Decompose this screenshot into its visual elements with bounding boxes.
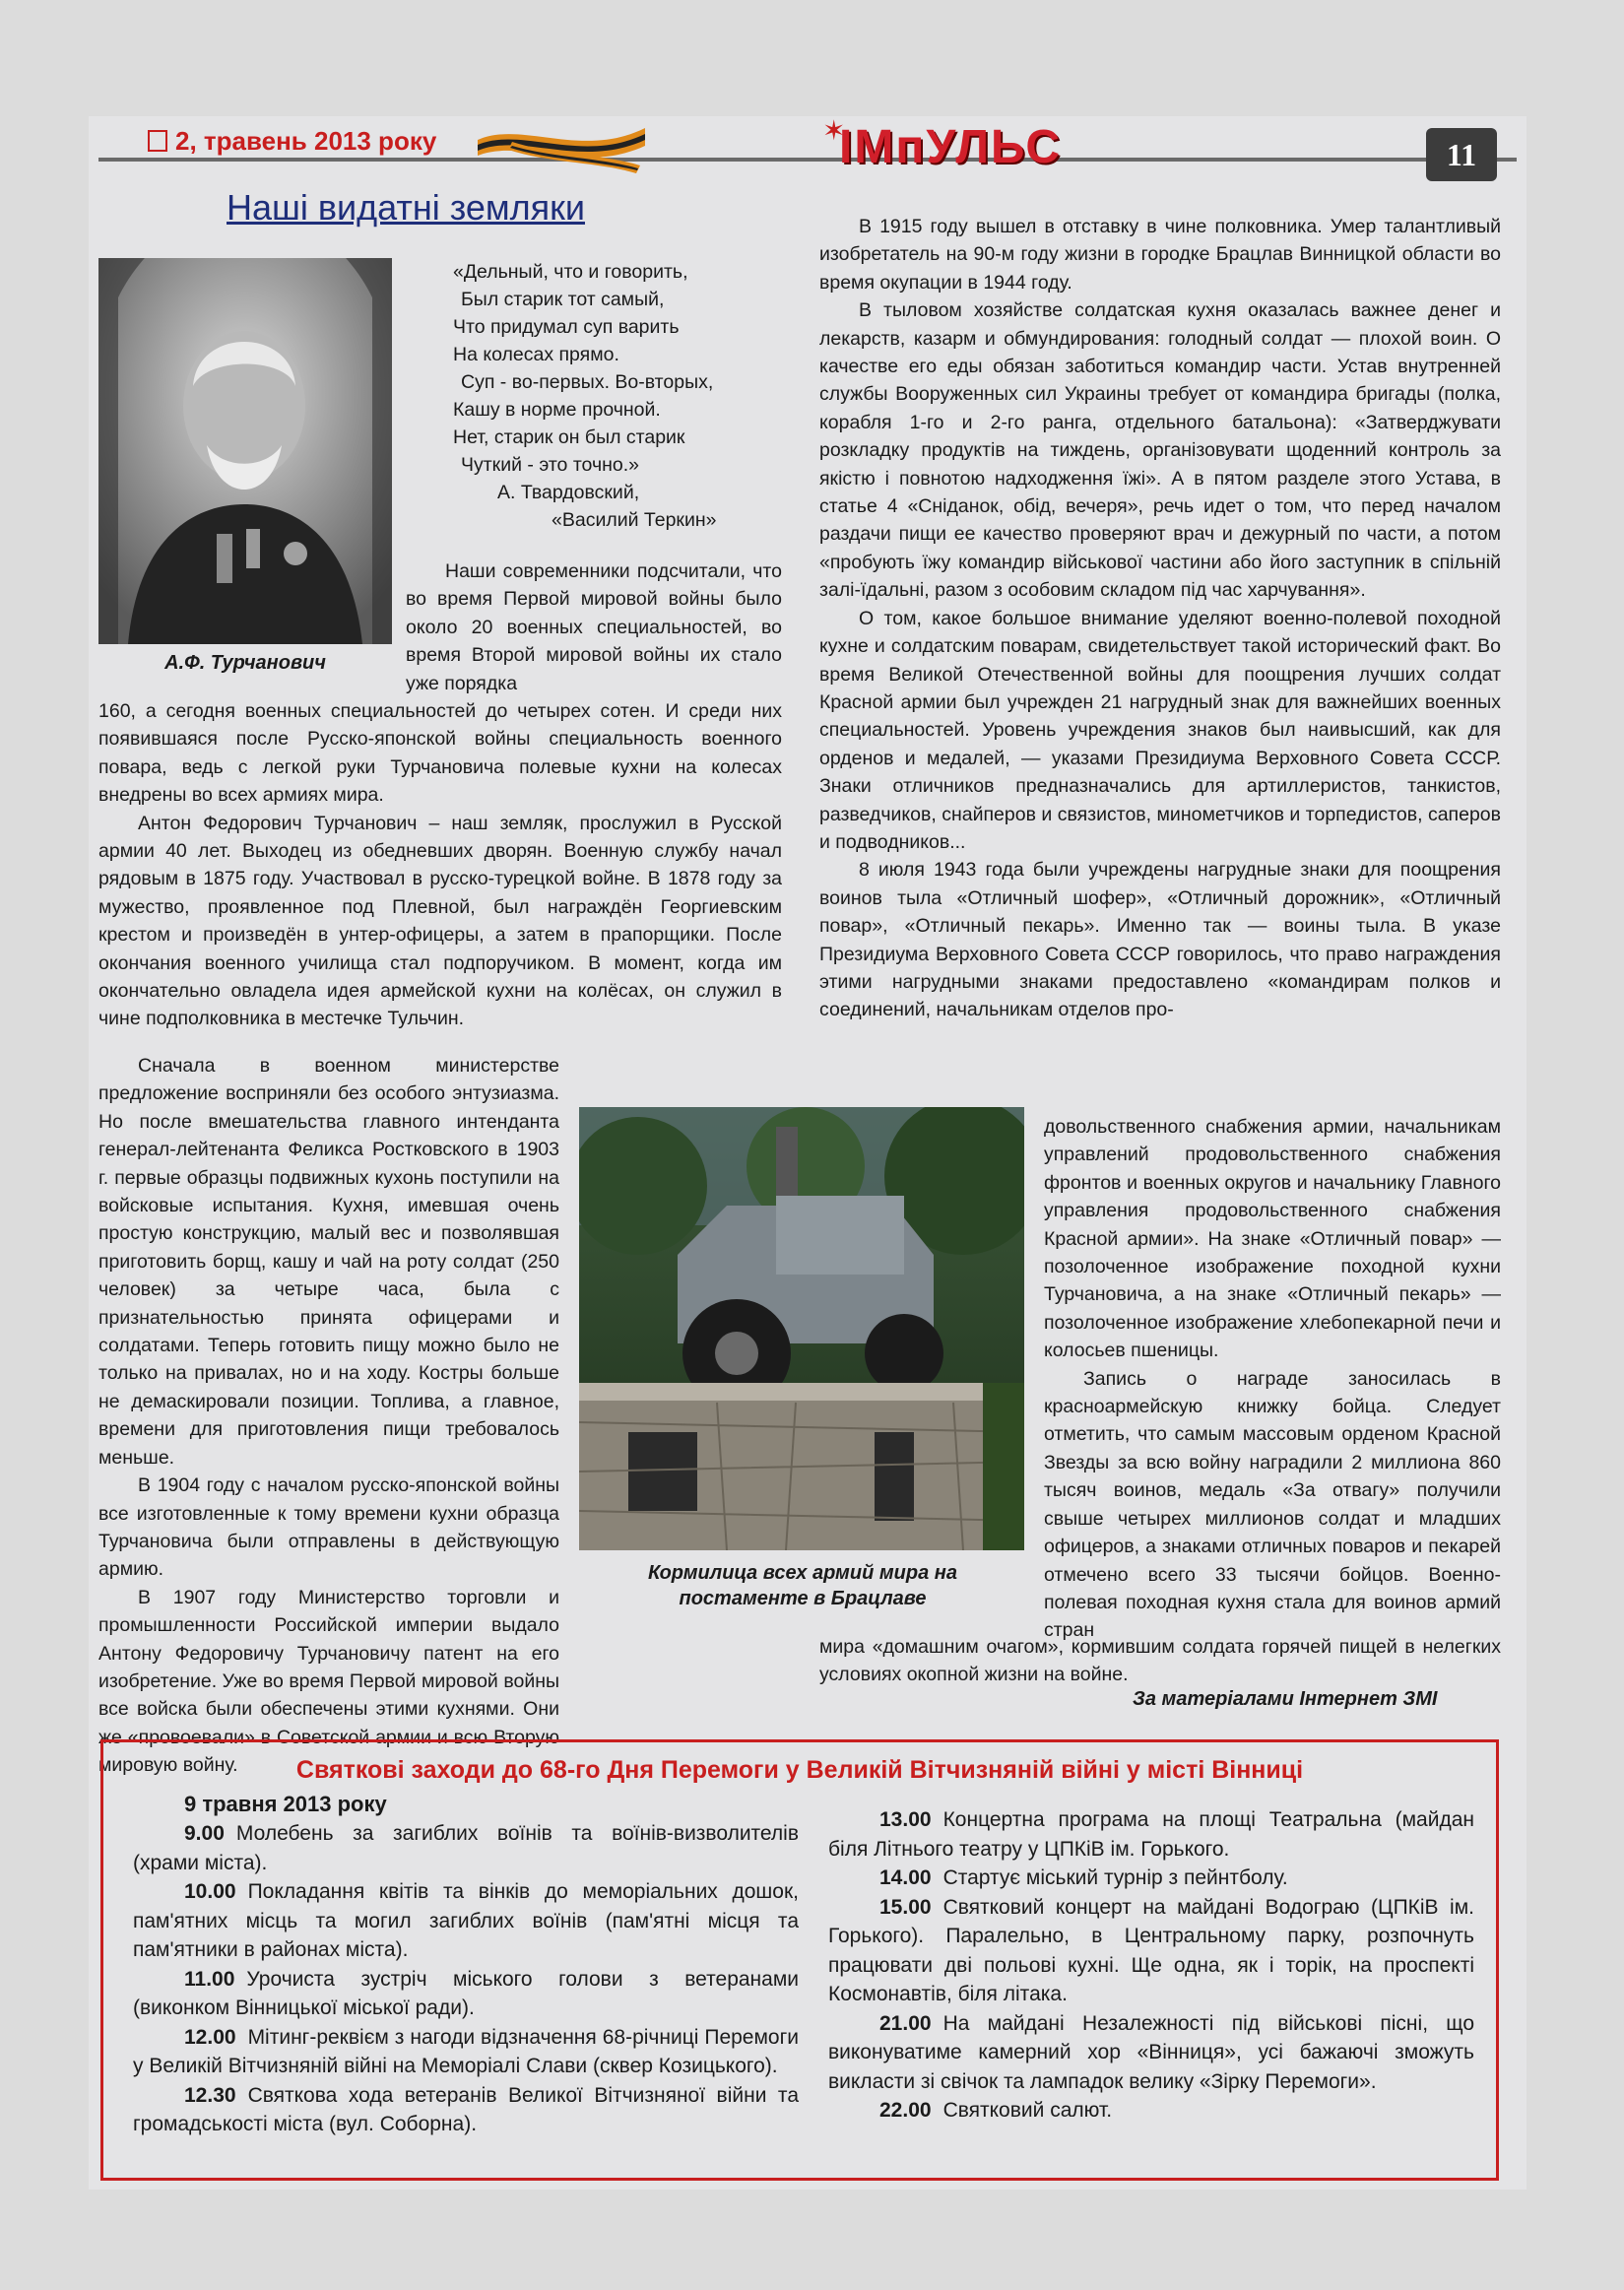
event-text: Урочиста зустріч міського голови з ветеранами (виконком Вінницької міської ради). [133,1967,799,2019]
issue-date-text: 2, травень 2013 року [175,126,437,156]
poem-line: Чуткий - это точно.» [461,454,639,476]
event-text: Святкова хода ветеранів Великої Вітчизняної війни та громадськості міста (вул. Соборна). [133,2083,799,2135]
event-item [133,1965,799,2023]
poem-author: А. Твардовский, [497,482,640,503]
event-text: Мітинг-реквієм з нагоди відзначення 68-річниці Перемоги у Великій Вітчизняній війні на Меморіалі Слави (сквер Козицького). [133,2025,799,2077]
header-rule [98,158,1517,162]
event-time: 9.00 [184,1822,225,1845]
event-time: 12.30 [184,2083,236,2107]
poem-source: «Василий Теркин» [552,509,717,531]
event-time: 15.00 [879,1895,932,1919]
events-left-column [133,1819,799,2139]
event-item [133,1819,799,1877]
article-text-col2-narrow [1044,1113,1501,1645]
events-title: Святкові заходи до 68-го Дня Перемоги у Великій Вітчизняній війні у місті Вінниці [295,1756,1304,1784]
event-text: На майдані Незалежності під військові пісні, що виконуватиме камерний хор «Вінниця», усі бажаючі зможуть викласти зі свічок та лампадок велику «Зірку Перемоги». [828,2011,1474,2093]
article-source: За матеріалами Інтернет ЗМІ [1133,1688,1438,1710]
article-text-col1 [98,697,782,1033]
paragraph: 8 июля 1943 года были учреждены нагрудные знаки для поощрения воинов тыла «Отличный шофер», «Отличный дорожник», «Отличный повар», «Отличный пекарь». Именно так — воины тыла. В указе Президиума Верховного Совета СССР говорилось, что право награждения этими нагрудными знаками предоставлено «командирам полков и соединений, начальникам отделов про- [819,859,1501,1021]
event-time: 22.00 [879,2099,932,2122]
event-time: 13.00 [879,1808,932,1831]
poem-line: «Дельный, что и говорить, [453,261,688,283]
paragraph: Сначала в военном министерстве предложение восприняли без особого энтузиазма. Но после вмешательства главного интенданта генерал-лейтенанта Феликса Ростковского в 1903 г. первые образцы подвижных кухонь поступили на войсковые испытания. Кухня, имевшая очень простую конструкцию, малый вес и позволявшая приготовить борщ, кашу и чай на роту солдат (250 человек) за четыре часа, была с признательностью принята офицерами и солдатами. Теперь готовить пищу можно было не только на привалах, но и на ходу. Костры больше не демаскировали позиции. Топлива, а главное, времени для приготовления пищи требовалось меньше. [98,1055,559,1469]
event-item [133,2023,799,2081]
paragraph: О том, какое большое внимание уделяют военно-полевой походной кухне и солдатским поварам, свидетельствует такой исторический факт. Во время Великой Отечественной войны для поощрения лучших солдат Красной армии был учрежден 21 нагрудный знак для важнейших военных специальностей. Уровень учреждения знаков был наивысший, как для орденов и медалей, — указами Президиума Верховного Совета СССР. Знаки отличников предназначались для артиллеристов, танкистов, разведчиков, снайперов и связистов, минометчиков и торпедистов, саперов и подводников... [819,607,1501,853]
photo-caption: Кормилица всех армий мира на постаменте в Брацлаве [648,1562,957,1609]
event-time: 14.00 [879,1866,932,1889]
event-text: Святковий салют. [942,2099,1113,2122]
paragraph: В 1915 году вышел в отставку в чине полковника. Умер талантливый изобретатель на 90-м году жизни в городке Брацлав Винницкой области во время окупации в 1944 году. [819,216,1501,294]
event-text: Святковий концерт на майдані Водограю (ЦПКіВ ім. Горького). Паралельно, в Центральному парку, розпочнуть працювати дві польові кухні. Ще одна, як і торік, на проспекті Космонавтів, біля літака. [828,1895,1474,2005]
article-text-col2 [819,213,1501,1024]
paragraph: В тыловом хозяйстве солдатская кухня оказалась важнее денег и лекарств, казарм и обмундирования: голодный солдат — плохой воин. О качестве его еды обязан заботиться командир части. Устав внутренней службы Вооруженных сил Украины требует от командира бригады (полка, корабля 1-го и 2-го ранга, отдельного батальона): «Затверджувати розкладку продуктів на тиждень, організовувати щоденний контроль за якістю і повнотою надходження їжі». А в пятом разделе этого Устава, в статье 4 «Сніданок, обід, вечеря», речь идет о том, что перед началом раздачи пищи ее качество проверяют врач и дежурный по части, а потом «пробують їжу командир військової частини або його заступник в спільній залі-їдальні, разом з особовим складом під час харчування». [819,299,1501,602]
star-icon: ✶ [822,115,846,146]
newspaper-logo [812,115,1088,179]
event-time: 11.00 [184,1967,235,1991]
article-text-col1-narrow [98,1052,559,1780]
event-text: Стартує міський турнір з пейнтболу. [942,1866,1288,1889]
event-time: 21.00 [879,2011,932,2035]
logo-text: ІМпУЛЬС [839,121,1062,173]
poem-line: Нет, старик он был старик [453,426,685,448]
paragraph: мира «домашним очагом», кормившим солдата горячей пищей в нелегких условиях окопной жизни на войне. [819,1636,1501,1686]
poem-line: На колесах прямо. [453,344,619,365]
event-item [828,1805,1474,1864]
events-right-column [828,1805,1474,2126]
portrait-caption: А.Ф. Турчанович [164,652,326,674]
poem-line: Что придумал суп варить [453,316,680,338]
article-title: Наші видатні земляки [227,187,585,228]
poem-line: Кашу в норме прочной. [453,399,661,421]
paragraph: 160, а сегодня военных специальностей до четырех сотен. И среди них появившаяся после Русско-японской войны специальность военного повара, ведь с легкой руки Турчановича полевые кухни на колесах внедрены во всех армиях мира. [98,700,782,807]
events-date: 9 травня 2013 року [184,1792,387,1816]
paragraph: В 1907 году Министерство торговли и промышленности Российской империи выдало Антону Федоровичу Турчановичу патент на его изобретение. Уже во время Первой мировой войны все войска были обеспечены этими кухнями. Они же «провоевали» в Советской армии и всю Вторую мировую войну. [98,1586,559,1777]
article-text-col1-top [406,557,782,697]
event-item [828,2096,1474,2126]
paragraph: Наши современники подсчитали, что во время Первой мировой войны было около 20 военных специальностей, во время Второй мировой войны их стало уже порядка [406,560,782,694]
paragraph: довольственного снабжения армии, начальникам управлений продовольственного снабжения фронтов и военных округов и начальнику Главного управления продовольственного снабжения Красной армии». На знаке «Отличный повар» — позолоченное изображение походной кухни Турчановича, а на знаке «Отличный пекарь» — позолоченное изображение хлебопекарной печи и колосьев пшеницы. [1044,1116,1501,1362]
event-item [133,2081,799,2139]
paragraph: В 1904 году с началом русско-японской войны все изготовленные к тому времени кухни образца Турчановича были отправлены в действующую армию. [98,1474,559,1581]
page-number: 11 [1426,128,1497,181]
portrait-photo [98,258,392,644]
article-text-col2-end [819,1633,1501,1689]
event-item [828,1893,1474,2009]
epigraph-poem [453,258,788,534]
event-text: Концертна програма на площі Театральна (майдан біля Літнього театру у ЦПКіВ ім. Горького. [828,1808,1474,1861]
event-text: Молебень за загиблих воїнів та воїнів-визволителів (храми міста). [133,1822,799,1874]
event-text: Покладання квітів та вінків до меморіальних дошок, пам'ятних місць та могил загиблих воїнів (пам'ятні місця та пам'ятники в районах міста). [133,1880,799,1961]
event-item [828,1864,1474,1893]
field-kitchen-monument-photo [579,1107,1024,1550]
poem-line: Суп - во-первых. Во-вторых, [461,371,714,393]
poem-line: Был старик тот самый, [461,289,665,310]
paragraph: Антон Федорович Турчанович – наш земляк, прослужил в Русской армии 40 лет. Выходец из обедневших дворян. Военную службу начал рядовым в 1875 году. Участвовал в русско-турецкой войне. В 1878 году за мужество, проявленное под Плевной, был награждён Георгиевским крестом и произведён в унтер-офицеры, а затем в прапорщики. После окончания военного училища стал подпоручиком. В момент, когда им окончательно овладела идея армейской кухни на колёсах, он служил в чине подполковника в местечке Тульчин. [98,812,782,1030]
event-item [828,2009,1474,2097]
event-item [133,1877,799,1965]
event-time: 10.00 [184,1880,236,1903]
event-time: 12.00 [184,2025,236,2049]
issue-date [148,126,436,157]
paragraph: Запись о награде заносилась в красноармейскую книжку бойца. Следует отметить, что самым массовым орденом Красной Звезды за всю войну наградили 2 миллиона 860 тысяч воинов, медаль «За отвагу» получили свыше четырех миллионов солдат и младших офицеров, а знаками отличных поваров и пекарей отмечено всего 33 тысячи бойцов. Военно-полевая походная кухня стала для воинов армий стран [1044,1367,1501,1642]
events-box [100,1739,1499,2181]
checkbox-glyph-icon [148,130,167,152]
st-george-ribbon-icon [473,120,650,175]
